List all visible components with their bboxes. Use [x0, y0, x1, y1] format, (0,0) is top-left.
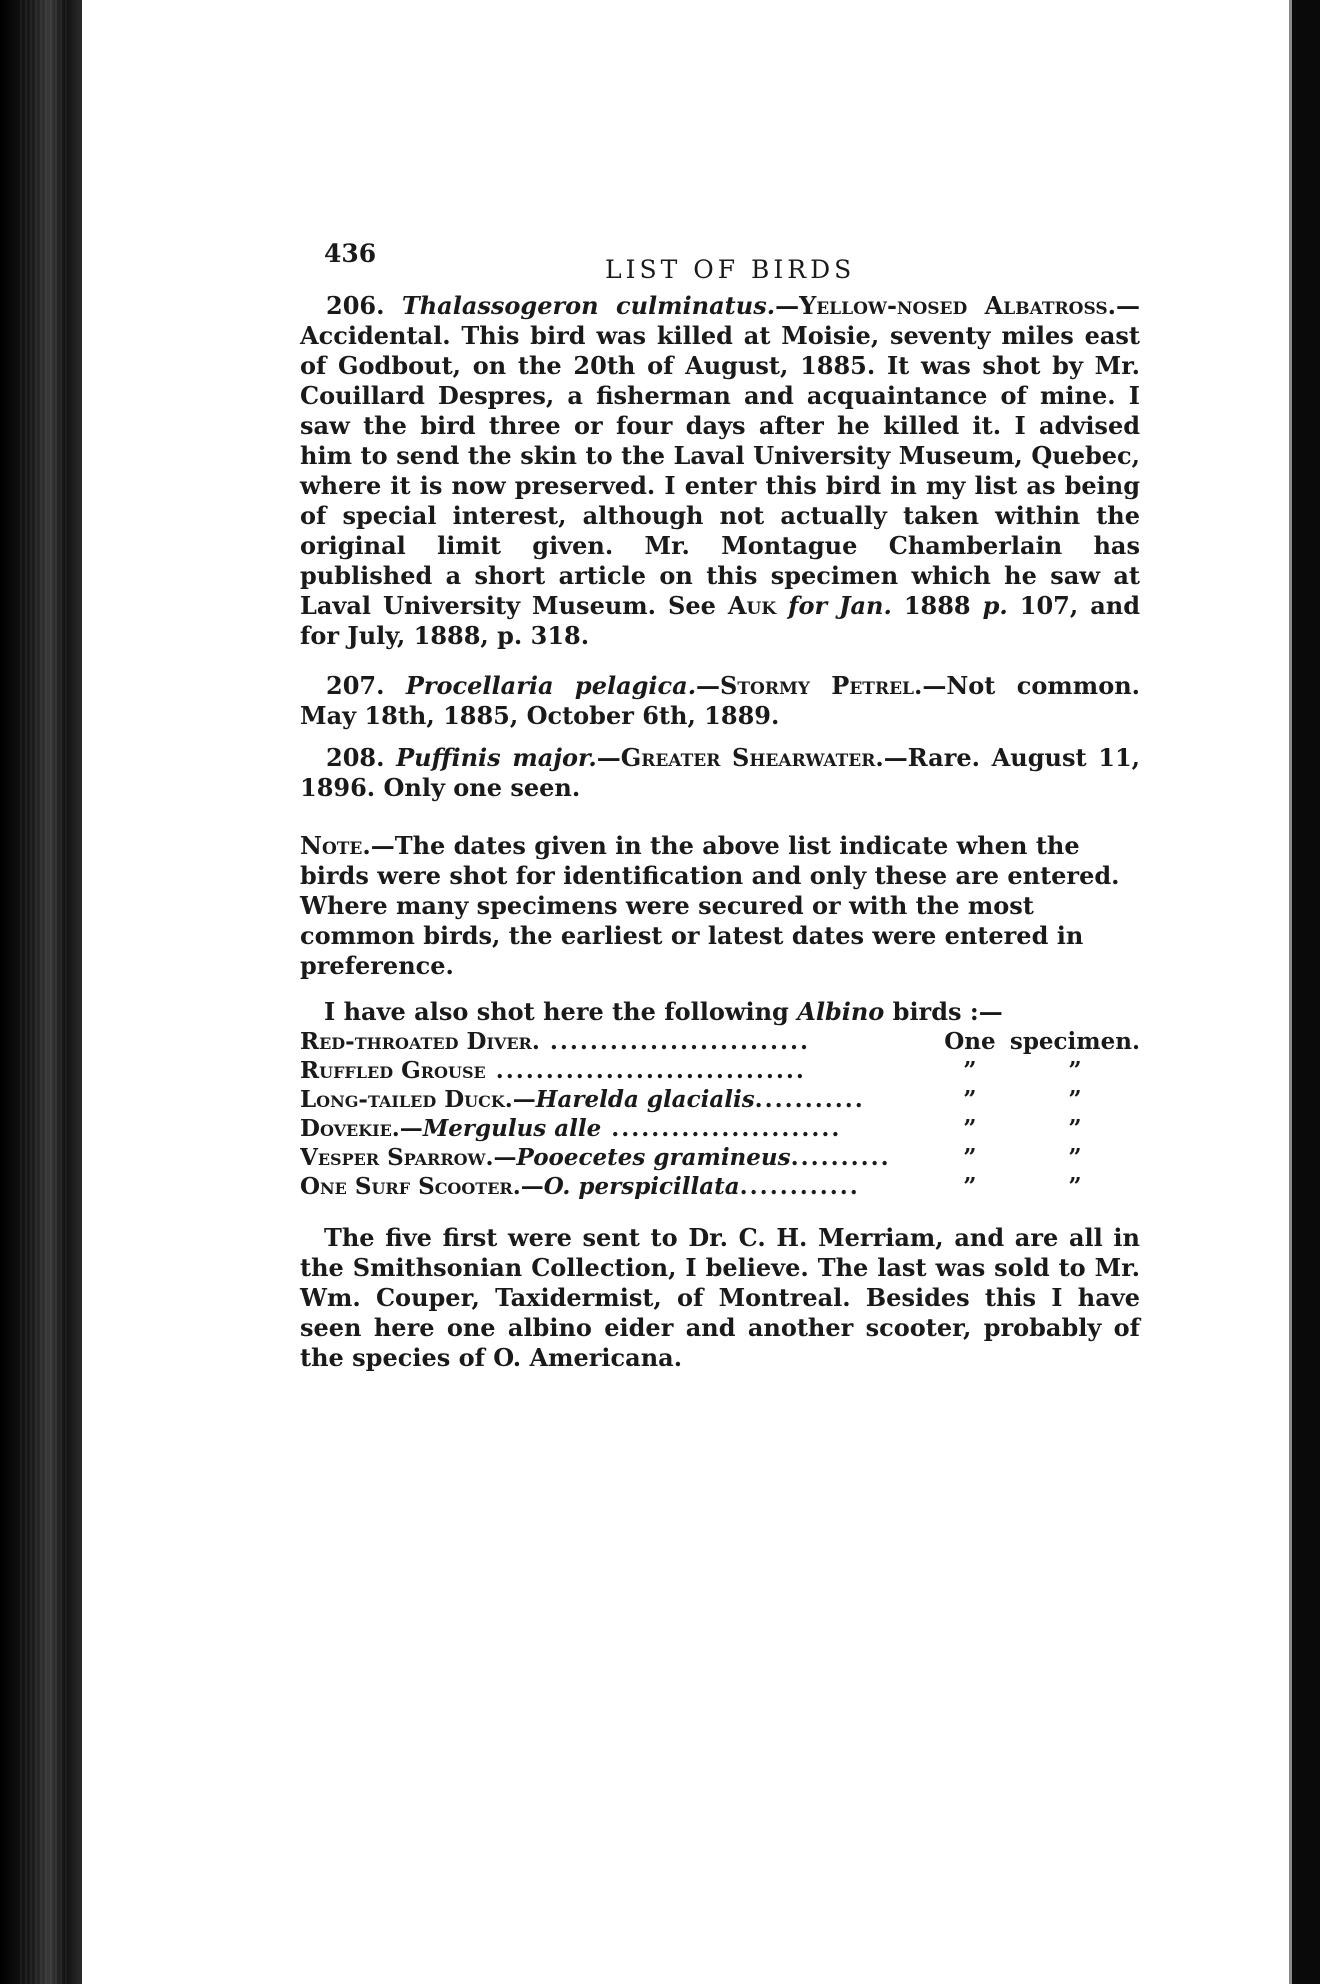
bird-latin: O. perspicillata: [543, 1173, 740, 1200]
bird-name-cell: [300, 1114, 930, 1143]
albino-intro: [300, 997, 1140, 1027]
bird-name: Dovekie.—: [300, 1115, 423, 1142]
entry-text: Rare. August 11, 1896. Only one seen.: [300, 743, 1140, 802]
book-page: [300, 235, 1140, 1373]
albino-row: [300, 1172, 1140, 1201]
bird-count: ”: [963, 1173, 977, 1200]
note-block: Note.—The dates given in the above list indicate when the birds were shot for identification and only these are entered. Where many specimens were secured or with the most common birds, the earliest or latest dates were entered in preference.: [300, 831, 1120, 980]
leader-dots: ...........: [754, 1086, 865, 1113]
entry-number: 207.: [326, 671, 385, 700]
bird-name: Vesper Sparrow.—: [300, 1144, 517, 1171]
albino-row: [300, 1027, 1140, 1056]
bird-latin: Harelda glacialis: [535, 1086, 755, 1113]
leader-dots: .......................: [601, 1115, 842, 1142]
bird-name: Long-tailed Duck.—: [300, 1086, 536, 1113]
entry-text-end: 107, and for July, 1888, p. 318.: [300, 591, 1140, 650]
entry-207: 207. Procellaria pelagica.—Stormy Petrel.—Not common. May 18th, 1885, October 6th, 1889.: [300, 671, 1140, 730]
bird-count: One: [944, 1028, 996, 1055]
running-head: LIST OF BIRDS: [605, 255, 856, 284]
albino-row: [300, 1085, 1140, 1114]
page-abbrev: p.: [982, 591, 1008, 620]
bird-unit: ”: [1068, 1144, 1082, 1171]
closing-paragraph: The five first were sent to Dr. C. H. Merriam, and are all in the Smithsonian Collection, I believe. The last was sold to Mr. Wm. Couper, Taxidermist, of Montreal. Besides this I have seen here one albino eider and another scooter, probably of the species of O. Americana.: [300, 1223, 1140, 1372]
bird-count: ”: [963, 1057, 977, 1084]
scan-border-right: [1292, 0, 1320, 1984]
note-label: Note.: [300, 831, 371, 860]
bird-latin: Mergulus alle: [422, 1115, 602, 1142]
albino-row: [300, 1056, 1140, 1085]
entry-number: 208.: [326, 743, 385, 772]
bird-name: Red-throated Diver.: [300, 1028, 540, 1055]
bird-unit: ”: [1068, 1086, 1082, 1113]
common-name: Stormy Petrel.: [720, 671, 923, 700]
latin-name: Procellaria pelagica.: [405, 671, 697, 700]
bird-count: ”: [963, 1115, 977, 1142]
albino-intro-end: birds :—: [892, 997, 1003, 1026]
bird-name-cell: [300, 1085, 930, 1114]
albino-intro-text: I have also shot here the following: [324, 997, 789, 1026]
common-name: Yellow-nosed Albatross.: [799, 291, 1116, 320]
common-name: Greater Shearwater.: [620, 743, 884, 772]
bird-count: ”: [963, 1086, 977, 1113]
entry-206: 206. Thalassogeron culminatus.—Yellow-nosed Albatross.—Accidental. This bird was killed at Moisie, seventy miles east of Godbout, on the 20th of August, 1885. It was shot by Mr. Couillard Despres, a fisherman and acquaintance of mine. I saw the bird three or four days after he killed it. I advised him to send the skin to the Laval University Museum, Quebec, where it is now preserved. I enter this bird in my list as being of special interest, although not actually taken within the original limit given. Mr. Montague Chamberlain has published a short article on this specimen which he saw at Laval University Museum. See Auk for Jan. 1888 p. 107, and for July, 1888, p. 318.: [300, 291, 1140, 650]
entry-208: 208. Puffinis major.—Greater Shearwater.—Rare. August 11, 1896. Only one seen.: [300, 743, 1140, 802]
bird-latin: Pooecetes gramineus: [516, 1144, 791, 1171]
entry-number: 206.: [326, 291, 385, 320]
bird-name: One Surf Scooter.—: [300, 1173, 544, 1200]
journal-year: 1888: [903, 591, 971, 620]
page-number: 436: [324, 239, 377, 268]
leader-dots: ...............................: [485, 1057, 806, 1084]
entry-text: Not common. May 18th, 1885, October 6th, 1889.: [300, 671, 1140, 730]
leader-dots: ..........................: [539, 1028, 811, 1055]
journal-name: Auk: [727, 591, 777, 620]
latin-name: Thalassogeron culminatus.: [401, 291, 776, 320]
albino-row: [300, 1114, 1140, 1143]
entry-text: Accidental. This bird was killed at Moisie, seventy miles east of Godbout, on the 20th of August, 1885. It was shot by Mr. Couillard Despres, a fisherman and acquaintance of mine. I saw the bird three or four days after he killed it. I advised him to send the skin to the Laval University Museum, Quebec, where it is now preserved. I enter this bird in my list as being of special interest, although not actually taken within the original limit given. Mr. Montague Chamberlain has published a short article on this specimen which he saw at Laval University Museum. See: [300, 321, 1140, 620]
albino-birds-table: [300, 1027, 1140, 1201]
bird-name-cell: [300, 1056, 930, 1085]
bird-name-cell: [300, 1027, 930, 1056]
bird-unit: ”: [1068, 1173, 1082, 1200]
leader-dots: ..........: [790, 1144, 891, 1171]
page-header: [300, 235, 1140, 284]
bird-unit: specimen.: [1009, 1028, 1140, 1055]
bird-name-cell: [300, 1172, 930, 1201]
bird-name: Ruffled Grouse: [300, 1057, 486, 1084]
journal-issue: for Jan.: [788, 591, 892, 620]
bird-count: ”: [963, 1144, 977, 1171]
leader-dots: ............: [739, 1173, 860, 1200]
note-text: The dates given in the above list indicate when the birds were shot for identification and only these are entered. Where many specimens were secured or with the most common birds, the earliest or latest dates were entered in preference.: [300, 831, 1120, 980]
bird-unit: ”: [1068, 1115, 1082, 1142]
bird-unit: ”: [1068, 1057, 1082, 1084]
albino-word: Albino: [797, 997, 885, 1026]
albino-row: [300, 1143, 1140, 1172]
bird-name-cell: [300, 1143, 930, 1172]
latin-name: Puffinis major.: [396, 743, 597, 772]
page-stack-edge: [20, 0, 70, 1984]
